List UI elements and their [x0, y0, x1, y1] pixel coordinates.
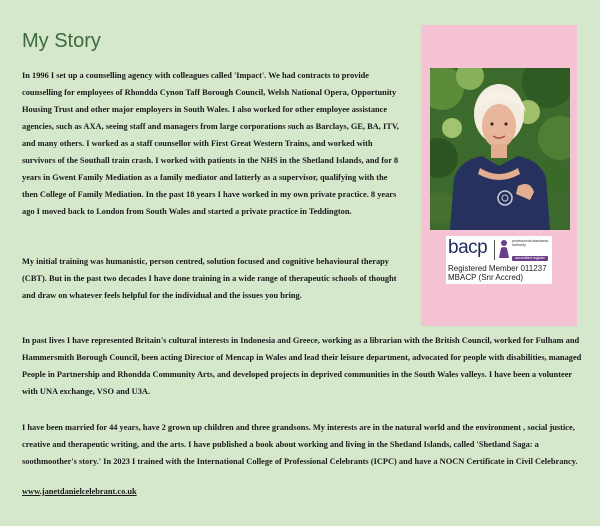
accreditation-figure-icon [498, 239, 510, 259]
story-paragraph-past-lives: In past lives I have represented Britain's cultural interests in Indonesia and Greece, working as a librarian with the British Council, worked for Fulham and Hammersmith Borough Council, been acting Director of Mencap in Wales and lead their leisure department, advocated for people with disabilities, managed People in Partnership and Rhondda Community Arts, and developed projects in deprived communities in the South Wales valleys. I have been a volunteer with UNA exchange, VSO and U3A. [22, 336, 582, 396]
registration-number: Registered Member 011237 [448, 264, 547, 273]
story-paragraph-career: In 1996 I set up a counselling agency with colleagues called 'Impact'. We had contracts to provide counselling for employees of Rhondda Cynon Taff Borough Council, Welsh National Opera, Opportunity Housing Trust and other major employers in South Wales. I also worked for other employee assistance agencies, such as AXA, seeing staff and managers from large corporations such as Barclays, GE, BA, ITV, and many others. I worked as a staff counsellor with First Great Western Trains, and worked with survivors of the Southall train crash. I worked with patients in the NHS in the Shetland Islands, and for 8 years in Gwent Family Mediation as a family mediator and latterly as a supervisor, qualifying with the then College of Family Mediation. In the past 18 years I have worked in my own private practice. 8 years ago I moved back to London from South Wales and started a private practice in Teddington. [22, 71, 399, 216]
story-paragraph-training: My initial training was humanistic, person centred, solution focused and cognitive behavioural therapy (CBT). But in the past two decades I have done training in a wide range of therapeutic schools of thought and draw on whatever feels helpful for the individual and the issues you bring. [22, 257, 397, 300]
accredited-register-label: accredited register [512, 256, 548, 261]
psa-text: professional standards authority [512, 239, 549, 247]
website-link[interactable]: www.janetdanielcelebrant.co.uk [22, 487, 137, 496]
bacp-logo: bacp [448, 237, 488, 258]
profile-photo [430, 68, 570, 230]
page-title: My Story [22, 30, 101, 52]
story-paragraph-personal: I have been married for 44 years, have 2 grown up children and three grandsons. My interests are in the natural world and the environment , social justice, creative and therapeutic writing, and the arts. I have published a book about working and living in the Shetland Islands, called 'Shetland Saga: a soothmoother's story.' In 2023 I trained with the International College of Professional Celebrants (ICPC) and have a NOCN Certificate in Civil Celebrancy. [22, 423, 578, 466]
bacp-membership-badge [446, 236, 552, 284]
badge-divider [494, 240, 495, 260]
membership-level: MBACP (Snr Accred) [448, 273, 523, 282]
